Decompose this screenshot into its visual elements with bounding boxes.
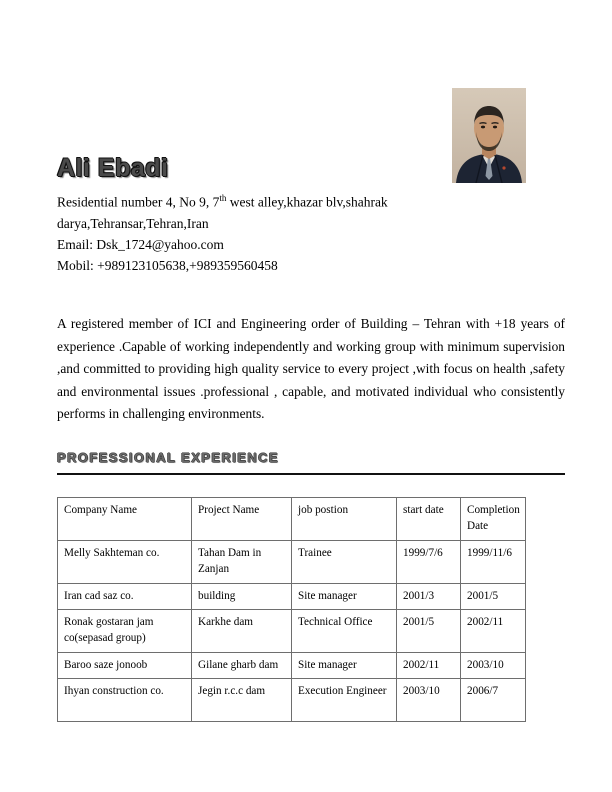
cell-project: Jegin r.c.c dam: [192, 679, 292, 722]
email-line[interactable]: Email: Dsk_1724@yahoo.com: [57, 236, 224, 252]
address-line-2: darya,Tehransar,Tehran,Iran: [57, 215, 209, 231]
cell-completion-date: 1999/11/6: [461, 541, 526, 584]
cell-position: Site manager: [292, 584, 397, 610]
table-row: [58, 610, 526, 653]
experience-table: [57, 497, 526, 722]
cell-start-date: 2001/3: [397, 584, 461, 610]
table-row: [58, 679, 526, 722]
table-row: [58, 584, 526, 610]
applicant-name: Ali Ebadi: [57, 154, 169, 182]
professional-summary: A registered member of ICI and Engineering order of Building – Tehran with +18 years of experience .Capable of working independently and working group with minimum supervision ,and committed to providing high quality service to every project ,with focus on health ,safety and environmental issues .professional , capable, and motivated individual who consistently performs in challenging environments.: [57, 316, 565, 421]
column-header-start-date: start date: [397, 498, 461, 541]
cell-project: Karkhe dam: [192, 610, 292, 653]
cell-project: Gilane gharb dam: [192, 653, 292, 679]
cell-start-date: 2001/5: [397, 610, 461, 653]
portrait-illustration: [452, 88, 526, 183]
cell-start-date: 2002/11: [397, 653, 461, 679]
cell-position: Trainee: [292, 541, 397, 584]
cell-company: Ihyan construction co.: [58, 679, 192, 722]
contact-info-block: [57, 188, 477, 276]
cell-start-date: 1999/7/6: [397, 541, 461, 584]
address-line-1: [57, 188, 477, 213]
cell-company: Melly Sakhteman co.: [58, 541, 192, 584]
mobile-line: Mobil: +989123105638,+989359560458: [57, 257, 278, 273]
cell-company: Baroo saze jonoob: [58, 653, 192, 679]
cell-project: Tahan Dam in Zanjan: [192, 541, 292, 584]
cell-start-date: 2003/10: [397, 679, 461, 722]
table-header-row: [58, 498, 526, 541]
column-header-company: Company Name: [58, 498, 192, 541]
column-header-project: Project Name: [192, 498, 292, 541]
cell-completion-date: 2001/5: [461, 584, 526, 610]
cell-project: building: [192, 584, 292, 610]
address-ordinal-suffix: th: [219, 193, 227, 203]
address-line-1-rest: west alley,khazar blv,shahrak: [226, 194, 388, 210]
cell-position: Technical Office: [292, 610, 397, 653]
cell-company: Iran cad saz co.: [58, 584, 192, 610]
table-row: [58, 653, 526, 679]
cell-position: Site manager: [292, 653, 397, 679]
column-header-completion-date: Completion Date: [461, 498, 526, 541]
column-header-position: job postion: [292, 498, 397, 541]
section-heading-professional-experience: PROFESSIONAL EXPERIENCE: [57, 450, 279, 465]
cell-position: Execution Engineer: [292, 679, 397, 722]
section-divider: [57, 473, 565, 475]
cell-completion-date: 2003/10: [461, 653, 526, 679]
address-line-1-text: Residential number 4, No 9, 7: [57, 194, 220, 210]
applicant-photo: [452, 88, 526, 183]
cell-company: Ronak gostaran jam co(sepasad group): [58, 610, 192, 653]
table-row: [58, 541, 526, 584]
cell-completion-date: 2006/7: [461, 679, 526, 722]
cell-completion-date: 2002/11: [461, 610, 526, 653]
